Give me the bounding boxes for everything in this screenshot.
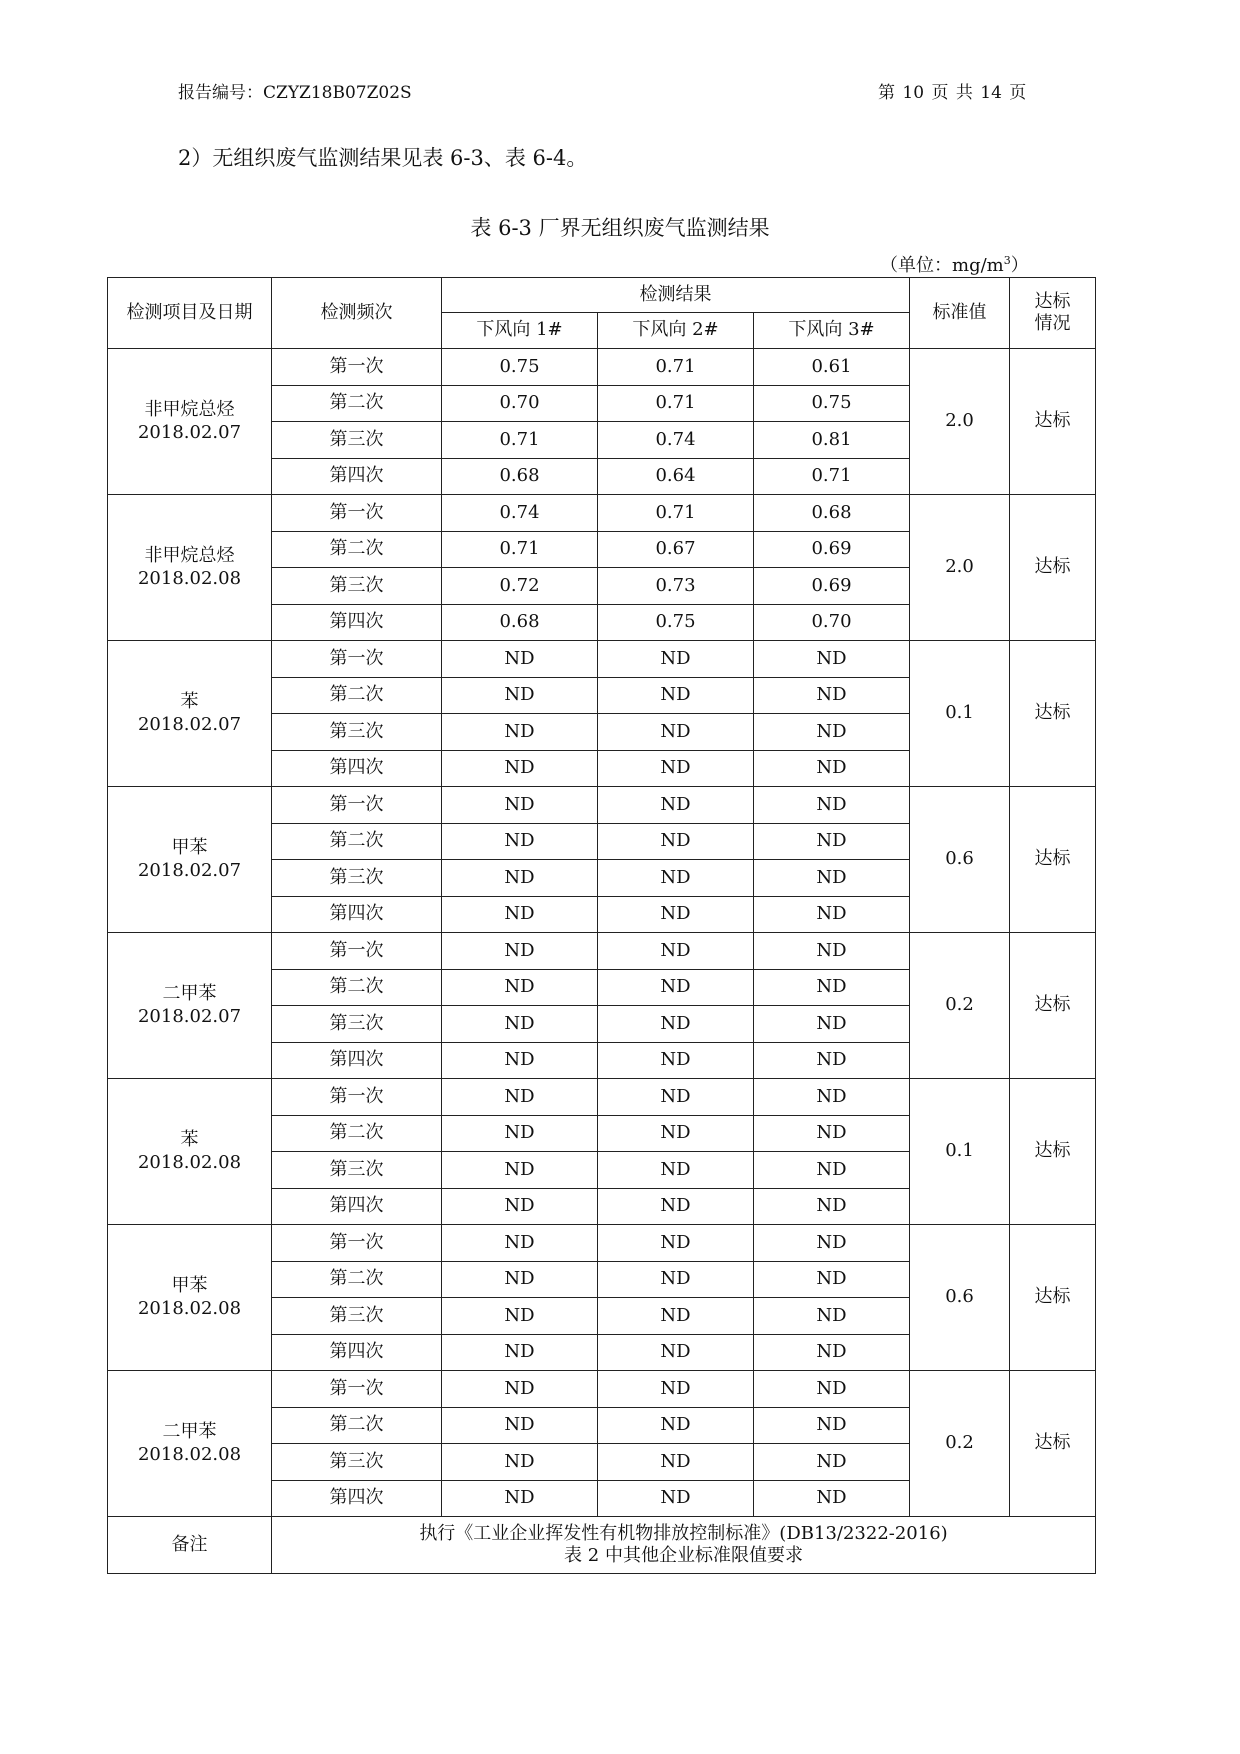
value-cell-point-3: ND (754, 1371, 910, 1408)
value-cell-point-1: ND (442, 714, 598, 751)
remark-row (108, 1517, 1096, 1574)
header-compliance-line1: 达标 (1034, 290, 1071, 312)
standard-value-cell: 2.0 (910, 495, 1010, 641)
frequency-cell: 第一次 (272, 933, 442, 970)
unit-prefix: （单位：mg/m (880, 255, 1004, 276)
intro-text: 2）无组织废气监测结果见表 6-3、表 6-4。 (178, 146, 588, 170)
frequency-cell: 第二次 (272, 1261, 442, 1298)
frequency-cell: 第一次 (272, 641, 442, 678)
compliance-cell: 达标 (1010, 787, 1096, 933)
item-date: 2018.02.07 (137, 859, 242, 881)
table-row (108, 641, 1096, 678)
value-cell-point-2: ND (598, 823, 754, 860)
value-cell-point-1: ND (442, 641, 598, 678)
frequency-cell: 第三次 (272, 714, 442, 751)
item-date: 2018.02.08 (137, 1443, 242, 1465)
frequency-cell: 第三次 (272, 568, 442, 605)
item-date-cell (108, 349, 272, 495)
frequency-cell: 第四次 (272, 1042, 442, 1079)
value-cell-point-1: ND (442, 1225, 598, 1262)
frequency-cell: 第二次 (272, 531, 442, 568)
value-cell-point-1: ND (442, 1152, 598, 1189)
frequency-cell: 第二次 (272, 1407, 442, 1444)
value-cell-point-2: 0.75 (598, 604, 754, 641)
compliance-cell: 达标 (1010, 1371, 1096, 1517)
value-cell-point-2: ND (598, 1225, 754, 1262)
frequency-cell: 第三次 (272, 422, 442, 459)
value-cell-point-1: ND (442, 1042, 598, 1079)
table-row (108, 787, 1096, 824)
remark-label: 备注 (108, 1517, 272, 1574)
header-point-3: 下风向 3# (754, 313, 910, 349)
frequency-cell: 第三次 (272, 860, 442, 897)
frequency-cell: 第二次 (272, 385, 442, 422)
value-cell-point-1: 0.71 (442, 422, 598, 459)
value-cell-point-3: ND (754, 787, 910, 824)
value-cell-point-1: ND (442, 1006, 598, 1043)
value-cell-point-1: 0.68 (442, 458, 598, 495)
header-point-1: 下风向 1# (442, 313, 598, 349)
value-cell-point-3: ND (754, 641, 910, 678)
value-cell-point-2: ND (598, 969, 754, 1006)
table-row (108, 349, 1096, 386)
value-cell-point-2: ND (598, 1152, 754, 1189)
remark-text (272, 1517, 1096, 1574)
standard-value-cell: 2.0 (910, 349, 1010, 495)
frequency-cell: 第三次 (272, 1298, 442, 1335)
header-compliance (1010, 278, 1096, 349)
value-cell-point-3: ND (754, 1042, 910, 1079)
value-cell-point-1: 0.72 (442, 568, 598, 605)
frequency-cell: 第一次 (272, 787, 442, 824)
header-standard: 标准值 (910, 278, 1010, 349)
frequency-cell: 第四次 (272, 458, 442, 495)
table-row (108, 495, 1096, 532)
value-cell-point-1: 0.68 (442, 604, 598, 641)
value-cell-point-1: ND (442, 1407, 598, 1444)
frequency-cell: 第二次 (272, 1115, 442, 1152)
value-cell-point-1: ND (442, 1334, 598, 1371)
item-name: 非甲烷总烃 (144, 399, 235, 420)
value-cell-point-1: ND (442, 823, 598, 860)
value-cell-point-2: ND (598, 1298, 754, 1335)
item-date-cell (108, 1225, 272, 1371)
value-cell-point-2: ND (598, 714, 754, 751)
standard-value-cell: 0.1 (910, 641, 1010, 787)
value-cell-point-2: ND (598, 1480, 754, 1517)
table-row (108, 1371, 1096, 1408)
compliance-cell: 达标 (1010, 1225, 1096, 1371)
value-cell-point-2: 0.73 (598, 568, 754, 605)
value-cell-point-2: ND (598, 933, 754, 970)
value-cell-point-3: ND (754, 1298, 910, 1335)
item-date: 2018.02.08 (137, 567, 242, 589)
value-cell-point-2: ND (598, 1334, 754, 1371)
unit-suffix: ） (1010, 255, 1029, 276)
value-cell-point-2: ND (598, 1115, 754, 1152)
value-cell-point-1: 0.75 (442, 349, 598, 386)
compliance-cell: 达标 (1010, 1079, 1096, 1225)
value-cell-point-2: ND (598, 1006, 754, 1043)
item-name: 苯 (180, 1129, 199, 1150)
value-cell-point-2: 0.64 (598, 458, 754, 495)
frequency-cell: 第一次 (272, 1079, 442, 1116)
item-name: 甲苯 (171, 837, 208, 858)
frequency-cell: 第二次 (272, 969, 442, 1006)
value-cell-point-3: ND (754, 1079, 910, 1116)
value-cell-point-3: 0.70 (754, 604, 910, 641)
value-cell-point-1: ND (442, 1261, 598, 1298)
value-cell-point-2: 0.71 (598, 349, 754, 386)
report-number: 报告编号：CZYZ18B07Z02S (178, 83, 412, 103)
value-cell-point-1: 0.71 (442, 531, 598, 568)
standard-value-cell: 0.2 (910, 933, 1010, 1079)
unit-label (880, 251, 1029, 277)
value-cell-point-1: ND (442, 677, 598, 714)
header-compliance-line2: 情况 (1034, 313, 1071, 334)
standard-value-cell: 0.6 (910, 787, 1010, 933)
item-name: 二甲苯 (162, 983, 217, 1004)
value-cell-point-3: 0.69 (754, 531, 910, 568)
value-cell-point-2: 0.74 (598, 422, 754, 459)
value-cell-point-3: ND (754, 1115, 910, 1152)
value-cell-point-1: 0.74 (442, 495, 598, 532)
value-cell-point-1: ND (442, 1371, 598, 1408)
value-cell-point-1: ND (442, 896, 598, 933)
value-cell-point-2: ND (598, 1079, 754, 1116)
value-cell-point-1: ND (442, 1188, 598, 1225)
value-cell-point-3: ND (754, 1407, 910, 1444)
frequency-cell: 第三次 (272, 1006, 442, 1043)
header-point-2: 下风向 2# (598, 313, 754, 349)
value-cell-point-2: 0.71 (598, 385, 754, 422)
table-row (108, 1225, 1096, 1262)
value-cell-point-3: ND (754, 750, 910, 787)
frequency-cell: 第四次 (272, 1480, 442, 1517)
value-cell-point-2: ND (598, 641, 754, 678)
value-cell-point-2: 0.71 (598, 495, 754, 532)
value-cell-point-2: ND (598, 860, 754, 897)
value-cell-point-3: ND (754, 1480, 910, 1517)
item-name: 非甲烷总烃 (144, 545, 235, 566)
frequency-cell: 第一次 (272, 1371, 442, 1408)
standard-value-cell: 0.6 (910, 1225, 1010, 1371)
value-cell-point-1: ND (442, 933, 598, 970)
value-cell-point-3: ND (754, 1444, 910, 1481)
page-info: 第 10 页 共 14 页 (878, 83, 1027, 103)
frequency-cell: 第一次 (272, 495, 442, 532)
standard-value-cell: 0.1 (910, 1079, 1010, 1225)
table-caption: 表 6-3 厂界无组织废气监测结果 (470, 216, 770, 240)
value-cell-point-1: ND (442, 1480, 598, 1517)
item-date-cell (108, 495, 272, 641)
value-cell-point-1: ND (442, 860, 598, 897)
compliance-cell: 达标 (1010, 349, 1096, 495)
frequency-cell: 第四次 (272, 1334, 442, 1371)
value-cell-point-3: ND (754, 1261, 910, 1298)
value-cell-point-3: ND (754, 860, 910, 897)
value-cell-point-2: ND (598, 1371, 754, 1408)
item-date: 2018.02.07 (137, 713, 242, 735)
value-cell-point-1: ND (442, 1444, 598, 1481)
item-date: 2018.02.07 (137, 421, 242, 443)
value-cell-point-2: ND (598, 1042, 754, 1079)
value-cell-point-3: ND (754, 1334, 910, 1371)
remark-line-1: 执行《工业企业挥发性有机物排放控制标准》(DB13/2322-2016) (419, 1522, 948, 1544)
standard-value-cell: 0.2 (910, 1371, 1010, 1517)
table-row (108, 933, 1096, 970)
frequency-cell: 第二次 (272, 677, 442, 714)
frequency-cell: 第四次 (272, 1188, 442, 1225)
item-date-cell (108, 933, 272, 1079)
value-cell-point-1: ND (442, 969, 598, 1006)
value-cell-point-2: ND (598, 1261, 754, 1298)
unit-superscript: 3 (1003, 254, 1011, 267)
value-cell-point-2: ND (598, 1407, 754, 1444)
value-cell-point-3: ND (754, 714, 910, 751)
value-cell-point-1: ND (442, 750, 598, 787)
item-date-cell (108, 787, 272, 933)
value-cell-point-3: ND (754, 1152, 910, 1189)
frequency-cell: 第四次 (272, 750, 442, 787)
value-cell-point-1: ND (442, 1298, 598, 1335)
value-cell-point-1: ND (442, 787, 598, 824)
value-cell-point-3: ND (754, 969, 910, 1006)
item-date: 2018.02.08 (137, 1297, 242, 1319)
value-cell-point-3: ND (754, 677, 910, 714)
item-name: 二甲苯 (162, 1421, 217, 1442)
header-item-date: 检测项目及日期 (108, 278, 272, 349)
value-cell-point-3: 0.69 (754, 568, 910, 605)
value-cell-point-1: ND (442, 1079, 598, 1116)
item-name: 苯 (180, 691, 199, 712)
value-cell-point-3: ND (754, 1188, 910, 1225)
value-cell-point-2: ND (598, 750, 754, 787)
frequency-cell: 第四次 (272, 604, 442, 641)
frequency-cell: 第四次 (272, 896, 442, 933)
frequency-cell: 第一次 (272, 349, 442, 386)
compliance-cell: 达标 (1010, 641, 1096, 787)
value-cell-point-2: ND (598, 1188, 754, 1225)
value-cell-point-3: 0.71 (754, 458, 910, 495)
item-name: 甲苯 (171, 1275, 208, 1296)
compliance-cell: 达标 (1010, 933, 1096, 1079)
value-cell-point-3: ND (754, 896, 910, 933)
header-results: 检测结果 (442, 278, 910, 313)
frequency-cell: 第三次 (272, 1444, 442, 1481)
item-date: 2018.02.07 (137, 1005, 242, 1027)
value-cell-point-1: ND (442, 1115, 598, 1152)
value-cell-point-3: ND (754, 1225, 910, 1262)
value-cell-point-2: 0.67 (598, 531, 754, 568)
item-date-cell (108, 1079, 272, 1225)
item-date-cell (108, 1371, 272, 1517)
header-frequency: 检测频次 (272, 278, 442, 349)
value-cell-point-1: 0.70 (442, 385, 598, 422)
frequency-cell: 第一次 (272, 1225, 442, 1262)
table-row (108, 1079, 1096, 1116)
results-table (107, 277, 1096, 1574)
frequency-cell: 第三次 (272, 1152, 442, 1189)
item-date: 2018.02.08 (137, 1151, 242, 1173)
item-date-cell (108, 641, 272, 787)
remark-line-2: 表 2 中其他企业标准限值要求 (564, 1545, 803, 1566)
value-cell-point-2: ND (598, 677, 754, 714)
value-cell-point-3: 0.81 (754, 422, 910, 459)
value-cell-point-3: ND (754, 1006, 910, 1043)
value-cell-point-3: 0.75 (754, 385, 910, 422)
value-cell-point-2: ND (598, 896, 754, 933)
value-cell-point-3: ND (754, 823, 910, 860)
value-cell-point-3: 0.61 (754, 349, 910, 386)
frequency-cell: 第二次 (272, 823, 442, 860)
value-cell-point-3: 0.68 (754, 495, 910, 532)
value-cell-point-3: ND (754, 933, 910, 970)
value-cell-point-2: ND (598, 1444, 754, 1481)
compliance-cell: 达标 (1010, 495, 1096, 641)
value-cell-point-2: ND (598, 787, 754, 824)
